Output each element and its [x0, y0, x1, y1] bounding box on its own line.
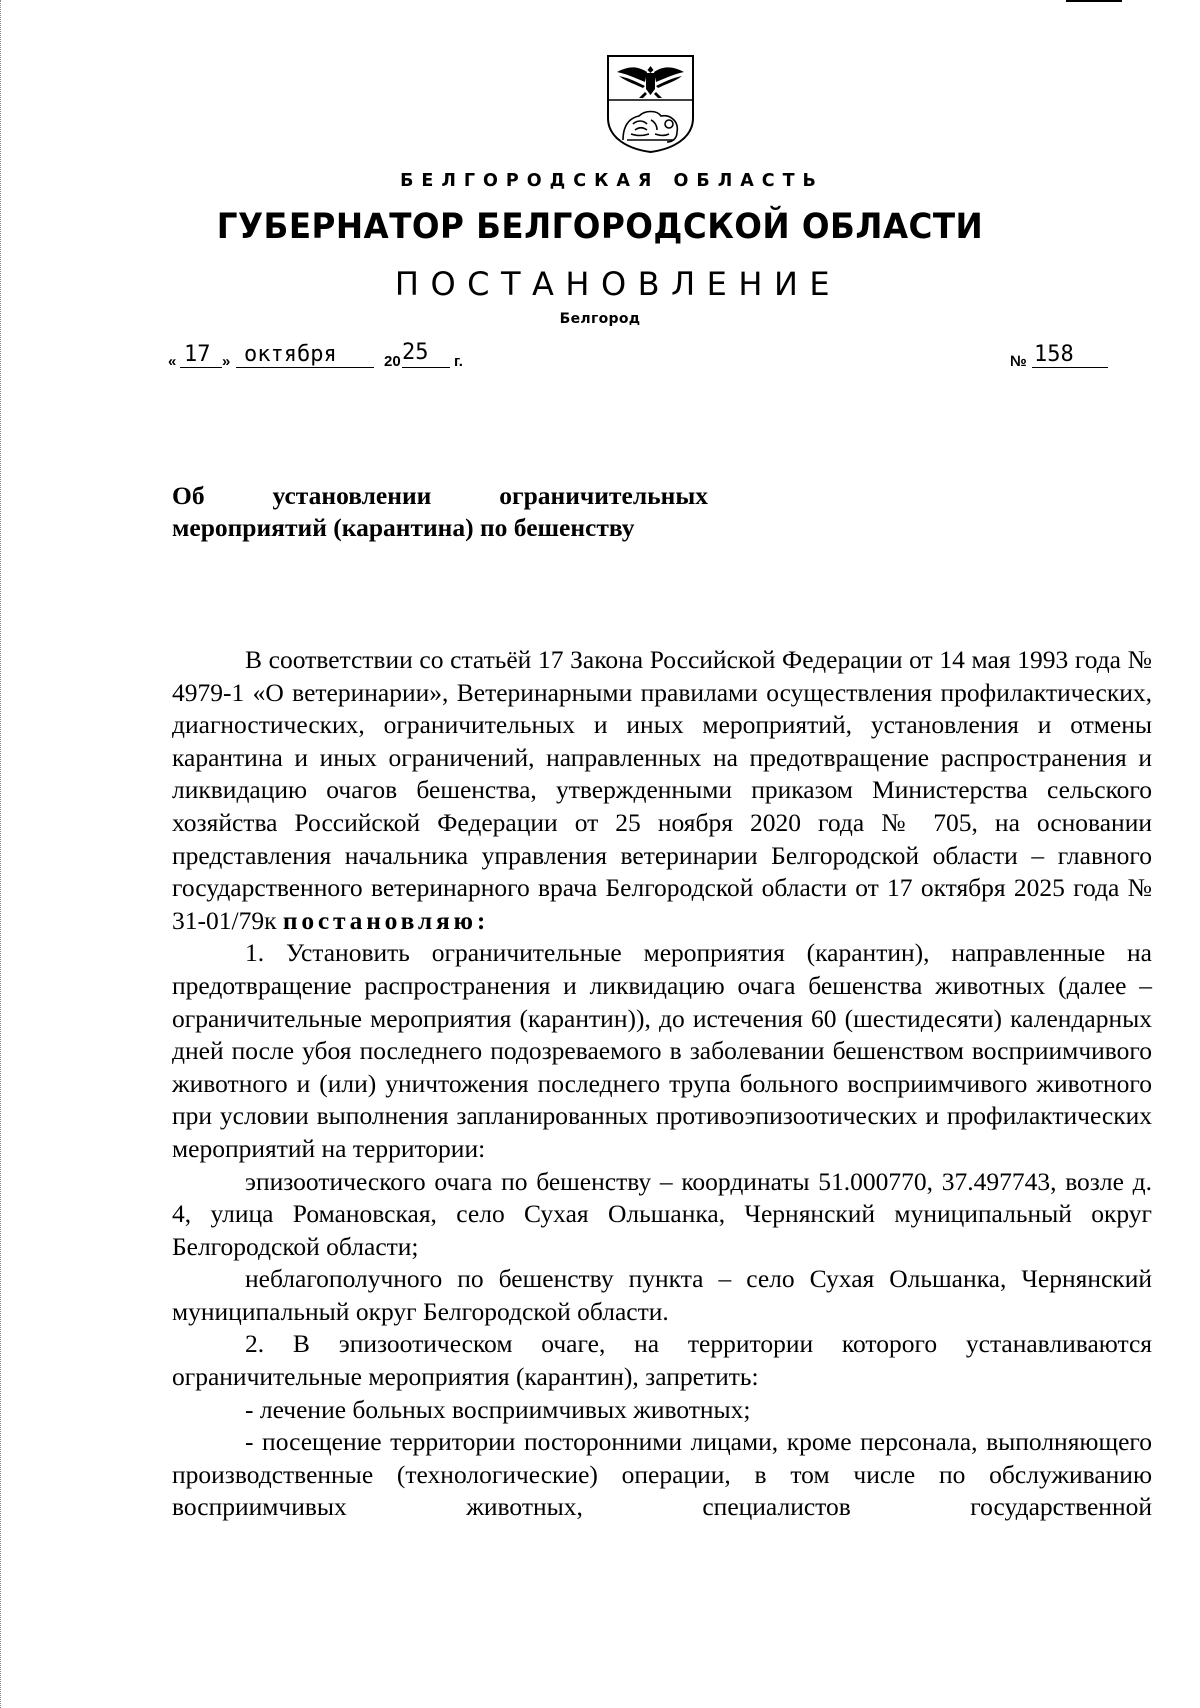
date-close-quote: » — [222, 353, 231, 370]
document-type-heading: ПОСТАНОВЛЕНИЕ — [394, 265, 842, 303]
preamble-paragraph — [172, 644, 1152, 937]
number-label: № — [1010, 353, 1027, 370]
date-month-underline — [236, 367, 374, 368]
governor-heading: ГУБЕРНАТОР БЕЛГОРОДСКОЙ ОБЛАСТИ — [216, 207, 984, 247]
region-heading: БЕЛГОРОДСКАЯ ОБЛАСТЬ — [400, 171, 824, 191]
scan-mark-top-right — [1066, 0, 1122, 2]
date-month: октября — [244, 342, 337, 367]
date-year-prefix: 20 — [384, 353, 401, 370]
date-year-underline — [402, 367, 450, 368]
list-item-treatment: - лечение больных восприимчивых животных; — [245, 1394, 751, 1424]
number-value: 158 — [1034, 342, 1074, 367]
date-day-underline — [180, 367, 222, 368]
list-item-visits: - посещение территории посторонними лицами, кроме персонала, выполняющего производственные (технологические) операции, в том числе по обслуживанию восприимчивых животных, специалистов государственной — [172, 1427, 1152, 1522]
paragraph-focus: эпизоотического очага по бешенству – координаты 51.000770, 37.497743, возле д. 4, улица Романовская, село Сухая Ольшанка, Чернянский муниципальный округ Белгородской области; — [172, 1166, 1152, 1261]
title-word: установлении — [272, 481, 432, 510]
date-day: 17 — [184, 342, 211, 367]
city-label: Белгород — [559, 311, 641, 327]
preamble-text: В соответствии со статьёй 17 Закона Российской Федерации от 14 мая 1993 года № 4979-1 «О ветеринарии», Ветеринарными правилами осуществления профилактических, диагностических, ограничительных и иных мероприятий, установления и отмены карантина и иных ограничений, направленных на предотвращение распространения и ликвидацию очагов бешенства, утвержденными приказом Министерства сельского хозяйства Российской Федерации от 25 ноября 2020 года № 705, на основании представления начальника управления ветеринарии Белгородской области – главного государственного ветеринарного врача Белгородской области от 17 октября 2025 года № 31-01/79к — [172, 645, 1152, 935]
document-title — [172, 480, 712, 544]
document-body — [172, 644, 1152, 1524]
title-word: Об — [172, 481, 205, 510]
coat-of-arms-icon — [605, 54, 696, 154]
date-year-suffix: 25 — [402, 340, 429, 365]
date-year-label: г. — [454, 353, 463, 370]
title-word: ограничительных — [499, 481, 708, 510]
title-line-2: мероприятий (карантина) по бешенству — [172, 513, 635, 542]
decree-word: постановляю: — [282, 905, 490, 935]
date-open-quote: « — [168, 353, 177, 370]
number-underline — [1032, 367, 1108, 368]
paragraph-2: 2. В эпизоотическом очаге, на территории которого устанавливаются ограничительные мероприятия (карантин), запретить: — [172, 1329, 1152, 1392]
paragraph-point: неблагополучного по бешенству пункта – село Сухая Ольшанка, Чернянский муниципальный округ Белгородской области. — [172, 1264, 1152, 1326]
title-line-1 — [172, 480, 708, 512]
scan-edge-left — [0, 0, 3, 1708]
paragraph-1: 1. Установить ограничительные мероприятия (карантин), направленные на предотвращение распространения и ликвидацию очага бешенства животных (далее – ограничительные мероприятия (карантин)), до истечения 60 (шестидесяти) календарных дней после убоя последнего подозреваемого в заболевании бешенством восприимчивого животного и (или) уничтожения последнего трупа больного восприимчивого животного при условии выполнения запланированных противоэпизоотических и профилактических мероприятий на территории: — [172, 938, 1152, 1163]
date-line — [168, 336, 1128, 370]
